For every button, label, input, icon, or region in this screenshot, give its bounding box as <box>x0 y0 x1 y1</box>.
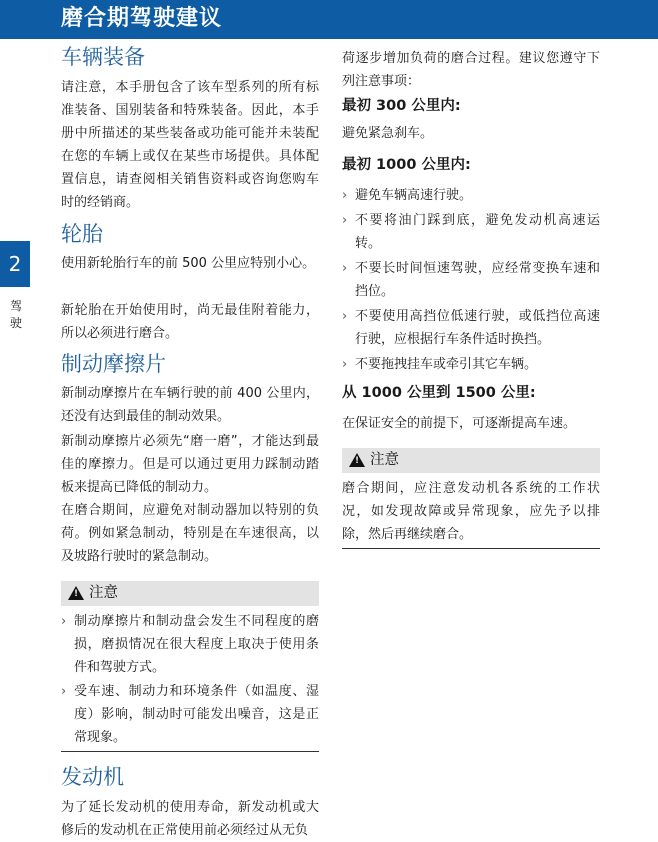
list-item <box>342 257 600 303</box>
list-item <box>61 610 319 679</box>
heading-brake-pads: 制动摩擦片 <box>61 352 166 376</box>
caution-label: 注意 <box>89 585 118 601</box>
list-item-text: 不要长时间恒速驾驶，应经常变换车速和挡位。 <box>355 261 600 299</box>
list-item <box>342 209 600 255</box>
chapter-number-tab: 2 <box>0 241 30 287</box>
chevron-right-icon: › <box>342 261 348 276</box>
page-title: 磨合期驾驶建议 <box>61 6 223 31</box>
chapter-label: 驾驶 <box>9 299 22 330</box>
list-item-text: 受车速、制动力和环境条件（如温度、湿度）影响，制动时可能发出噪音，这是正常现象。 <box>74 684 319 745</box>
brake-pads-para-3: 在磨合期间，应避免对制动器加以特别的负荷。例如紧急制动，特别是在车速很高，以及坡路行驶时的紧急制动。 <box>61 503 319 564</box>
heading-equipment: 车辆装备 <box>61 45 145 69</box>
list-item-text: 不要将油门踩到底，避免发动机高速运转。 <box>355 213 600 251</box>
list-item-text: 不要拖拽挂车或牵引其它车辆。 <box>355 357 538 372</box>
heading-first-1000km: 最初 1000 公里内: <box>342 157 471 173</box>
tires-para-2: 新轮胎在开始使用时，尚无最佳附着能力，所以必须进行磨合。 <box>61 303 319 341</box>
caution-label: 注意 <box>370 452 399 468</box>
warning-icon <box>68 586 84 600</box>
engine-body: 为了延长发动机的使用寿命，新发动机或大修后的发动机在正常使用前必须经过从无负 <box>61 800 319 838</box>
divider <box>61 751 319 752</box>
chevron-right-icon: › <box>342 357 348 372</box>
brake-pads-para-1: 新制动摩擦片在车辆行驶的前 400 公里内，还没有达到最佳的制动效果。 <box>61 386 319 424</box>
engine-body-continued: 荷逐步增加负荷的磨合过程。建议您遵守下列注意事项： <box>342 51 600 89</box>
list-item <box>342 305 600 351</box>
list-item <box>342 353 600 376</box>
list-item-text: 避免车辆高速行驶。 <box>355 188 473 203</box>
caution-bar-brakes <box>61 581 319 606</box>
first-300km-body: 避免紧急刹车。 <box>342 126 434 141</box>
chevron-right-icon: › <box>61 614 67 629</box>
equipment-body: 请注意，本手册包含了该车型系列的所有标准装备、国别装备和特殊装备。因此，本手册中所描述的某些装备或功能可能并未装配在您的车辆上或仅在某些市场提供。具体配置信息，请查阅相关销售资料或咨询您购车时的经销商。 <box>61 80 319 210</box>
heading-1000-to-1500km: 从 1000 公里到 1500 公里: <box>342 385 536 401</box>
list-item-text: 制动摩擦片和制动盘会发生不同程度的磨损，磨损情况在很大程度上取决于使用条件和驾驶方式。 <box>74 614 319 675</box>
caution-engine-body: 磨合期间，应注意发动机各系统的工作状况，如发现故障或异常现象，应先予以排除，然后再继续磨合。 <box>342 481 600 542</box>
heading-engine: 发动机 <box>61 765 124 789</box>
tires-para-1: 使用新轮胎行车的前 500 公里应特别小心。 <box>61 256 316 271</box>
from-1000-to-1500km-body: 在保证安全的前提下，可逐渐提高车速。 <box>342 416 577 431</box>
chevron-right-icon: › <box>342 188 348 203</box>
list-item-text: 不要使用高挡位低速行驶，或低挡位高速行驶，应根据行车条件适时换挡。 <box>355 309 600 347</box>
caution-bar-engine <box>342 448 600 473</box>
list-item <box>342 184 600 207</box>
warning-icon <box>349 453 365 467</box>
chevron-right-icon: › <box>342 309 348 324</box>
heading-tires: 轮胎 <box>61 222 103 246</box>
chevron-right-icon: › <box>342 213 348 228</box>
brake-pads-para-2: 新制动摩擦片必须先“磨一磨”，才能达到最佳的摩擦力。但是可以通过更用力踩制动踏板来提高已降低的制动力。 <box>61 434 319 495</box>
list-item <box>61 680 319 749</box>
chevron-right-icon: › <box>61 684 67 699</box>
header-bar <box>0 0 658 39</box>
divider <box>342 548 600 549</box>
heading-first-300km: 最初 300 公里内: <box>342 98 461 114</box>
